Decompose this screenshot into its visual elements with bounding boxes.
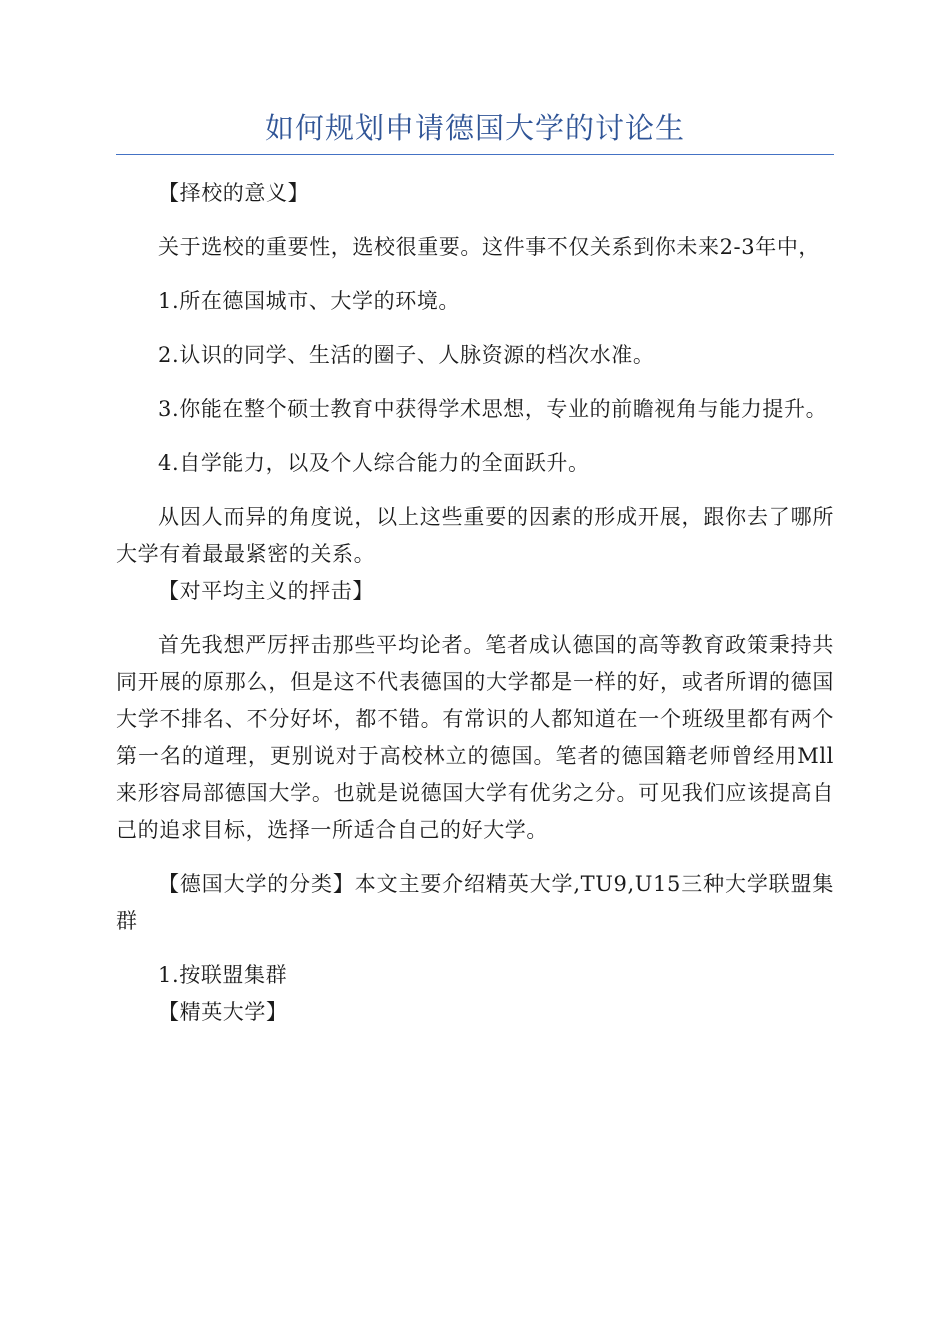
document-title: 如何规划申请德国大学的讨论生 bbox=[264, 111, 685, 145]
list-item-4: 4.自学能力，以及个人综合能力的全面跃升。 bbox=[158, 451, 590, 475]
section-heading-elite-universities: 【精英大学】 bbox=[158, 1000, 288, 1024]
paragraph-criticism: 首先我想严厉抨击那些平均论者。笔者成认德国的高等教育政策秉持共同开展的原那么，但是这不代表德国的大学都是一样的好，或者所谓的德国大学不排名、不分好坏，都不错。有常识的人都知道在一个班级里都有两个第一名的道理，更别说对于高校林立的德国。笔者的德国籍老师曾经用Mll来形容局部德国大学。也就是说德国大学有优劣之分。可见我们应该提高自己的追求目标，选择一所适合自己的好大学。 bbox=[116, 633, 834, 842]
section-heading-egalitarianism: 【对平均主义的抨击】 bbox=[158, 579, 374, 603]
list-item-3: 3.你能在整个硕士教育中获得学术思想，专业的前瞻视角与能力提升。 bbox=[158, 397, 828, 421]
list-item-2: 2.认识的同学、生活的圈子、人脉资源的档次水准。 bbox=[158, 343, 655, 367]
list-item-1: 1.所在德国城市、大学的环境。 bbox=[158, 289, 461, 313]
section-heading-school-choice: 【择校的意义】 bbox=[158, 181, 310, 205]
document-body bbox=[116, 175, 834, 1031]
paragraph-by-alliance: 1.按联盟集群 bbox=[158, 963, 288, 987]
paragraph-summary: 从因人而异的角度说，以上这些重要的因素的形成开展，跟你去了哪所大学有着最最紧密的关系。 bbox=[116, 505, 834, 566]
title-underline bbox=[116, 154, 834, 155]
paragraph-classification: 【德国大学的分类】本文主要介绍精英大学,TU9,U15三种大学联盟集群 bbox=[116, 872, 834, 933]
paragraph-importance: 关于选校的重要性，选校很重要。这件事不仅关系到你未来2-3年中， bbox=[158, 235, 821, 259]
